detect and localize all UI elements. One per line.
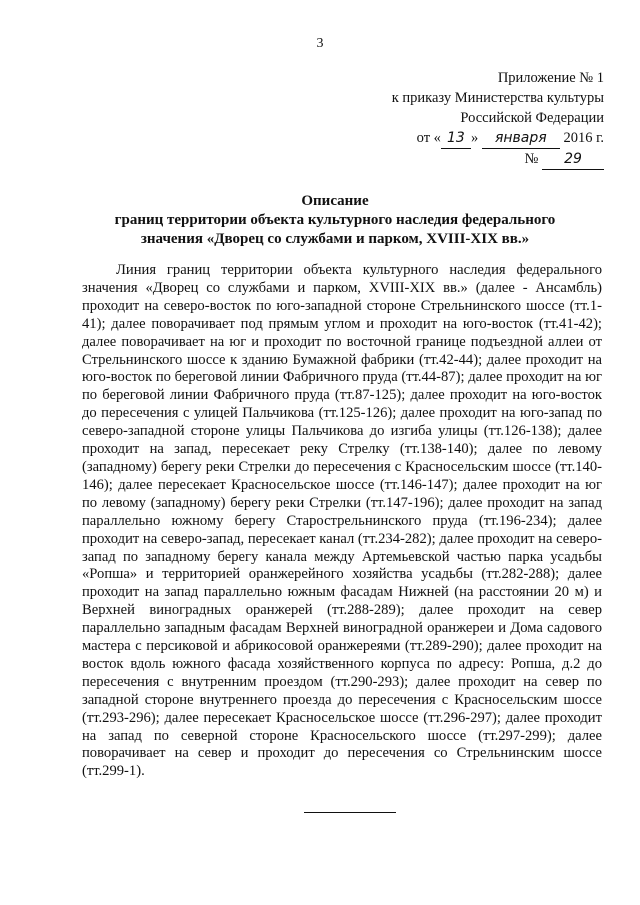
date-year: 2016 г.	[563, 130, 604, 146]
appendix-order-ref: к приказу Министерства культуры	[391, 90, 604, 106]
date-day: 13	[441, 128, 471, 149]
appendix-date	[274, 128, 604, 149]
document-title	[100, 192, 570, 249]
title-line-1: границ территории объекта культурного наследия федерального	[114, 212, 556, 228]
appendix-number	[274, 149, 604, 170]
date-prefix: от «	[416, 130, 441, 146]
date-month: января	[482, 128, 560, 149]
number-value: 29	[542, 149, 604, 170]
number-prefix: №	[524, 151, 539, 167]
date-mid: »	[470, 130, 479, 146]
closing-rule	[304, 812, 396, 813]
title-heading: Описание	[301, 193, 369, 209]
title-line-2: значения «Дворец со службами и парком, XVIII-XIX вв.»	[140, 231, 530, 247]
page-number: 3	[316, 36, 324, 51]
appendix-ministry: Российской Федерации	[460, 110, 604, 126]
appendix-header	[274, 68, 604, 170]
appendix-title: Приложение № 1	[497, 70, 604, 86]
boundary-description: Линия границ территории объекта культурного наследия федерального значения «Дворец со службами и парком, XVIII-XIX вв.» (далее - Ансамбль) проходит на северо-восток по юго-западной стороне Стрельнинского шоссе (тт.1-41); далее поворачивает под прямым углом и проходит на юго-восток (тт.41-42); далее поворачивает на юг и проходит по восточной границе подъездной аллеи от Стрельнинского шоссе к зданию Бумажной фабрики (тт.42-44); далее проходит на юго-восток по береговой линии Фабричного пруда (тт.44-87); далее проходит на юг по береговой линии Фабричного пруда (тт.87-125); далее проходит на юго-восток до пересечения с улицей Пальчикова (тт.125-126); далее проходит на юго-запад по северо-западной стороне улицы Пальчикова до изгиба улицы (тт.126-138); далее проходит на запад, пересекает реку Стрелку (тт.138-140); далее по левому (западному) берегу реки Стрелки до пересечения с Красносельским шоссе (тт.140-146); далее пересекает Красносельское шоссе (тт.146-147); далее проходит на юг по левому (западному) берегу реки Стрелки (тт.147-196); далее проходит на запад параллельно южному берегу Старострельнинского пруда (тт.196-234); далее проходит на северо-запад, пересекает канал (тт.234-282); далее проходит на северо-запад по западному берегу канала между Артемьевской частью парка усадьбы «Ропша» и территорией оранжерейного хозяйства усадьбы (тт.282-288); далее проходит на запад параллельно южным фасадам Нижней (на расстоянии 20 м) и Верхней виноградных оранжерей (тт.288-289); далее проходит на север параллельно западным фасадам Верхней виноградной оранжереи и Дома садового мастера с персиковой и абрикосовой оранжереями (тт.289-290); далее проходит на восток вдоль южного фасада хозяйственного корпуса по адресу: Ропша, д.2 до пересечения с внутренним проездом (тт.290-293); далее проходит на север по западной стороне внутреннего проезда до пересечения с Красносельским шоссе (тт.293-296); далее пересекает Красносельское шоссе (тт.296-297); далее проходит на запад по северной стороне Красносельского шоссе (тт.297-299); далее поворачивает на север и проходит до пересечения со Стрельнинским шоссе (тт.299-1).	[82, 262, 602, 780]
